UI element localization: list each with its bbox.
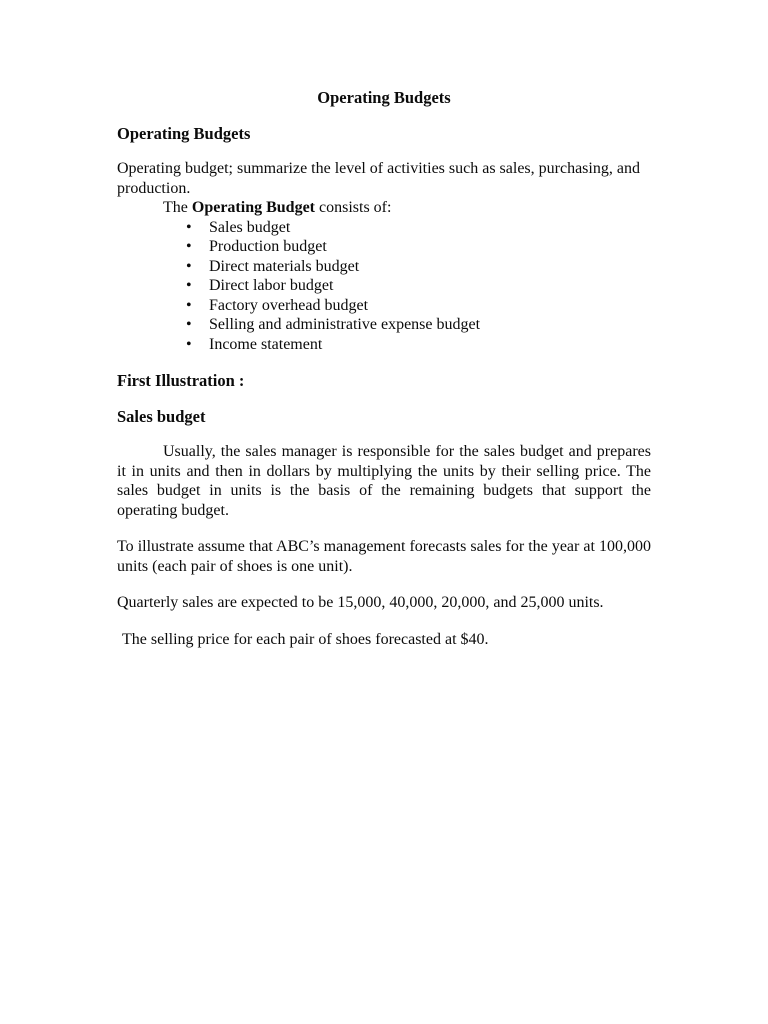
list-item: • Production budget	[209, 237, 651, 257]
intro-paragraph: Operating budget; summarize the level of activities such as sales, purchasing, and production.	[117, 160, 640, 197]
selling-price-paragraph: The selling price for each pair of shoes forecasted at $40.	[122, 630, 489, 648]
sales-budget-description-paragraph: Usually, the sales manager is responsible for the sales budget and prepares it in units and then in dollars by multiplying the units by their selling price. The sales budget in units is the basis of the remaining budgets that support the operating budget.	[117, 443, 651, 519]
consists-suffix: consists of:	[315, 199, 392, 216]
section-heading-operating-budgets: Operating Budgets	[117, 123, 251, 143]
consists-line	[117, 198, 651, 218]
list-item: • Factory overhead budget	[209, 296, 651, 316]
consists-bold-term: Operating Budget	[191, 199, 315, 216]
list-item: • Direct materials budget	[209, 257, 651, 277]
section-heading-first-illustration: First Illustration :	[117, 371, 245, 390]
consists-prefix: The	[163, 199, 192, 216]
list-item: • Direct labor budget	[209, 276, 651, 296]
list-item: • Selling and administrative expense budget	[209, 315, 651, 335]
quarterly-sales-paragraph: Quarterly sales are expected to be 15,000, 40,000, 20,000, and 25,000 units.	[117, 594, 604, 611]
list-item: • Sales budget	[209, 218, 651, 238]
list-item: • Income statement	[209, 335, 651, 355]
budget-components-list	[117, 218, 651, 355]
section-heading-sales-budget: Sales budget	[117, 406, 206, 426]
page-title: Operating Budgets	[317, 88, 451, 107]
illustration-assumption-paragraph: To illustrate assume that ABC’s management forecasts sales for the year at 100,000 units (each pair of shoes is one unit).	[117, 538, 651, 575]
